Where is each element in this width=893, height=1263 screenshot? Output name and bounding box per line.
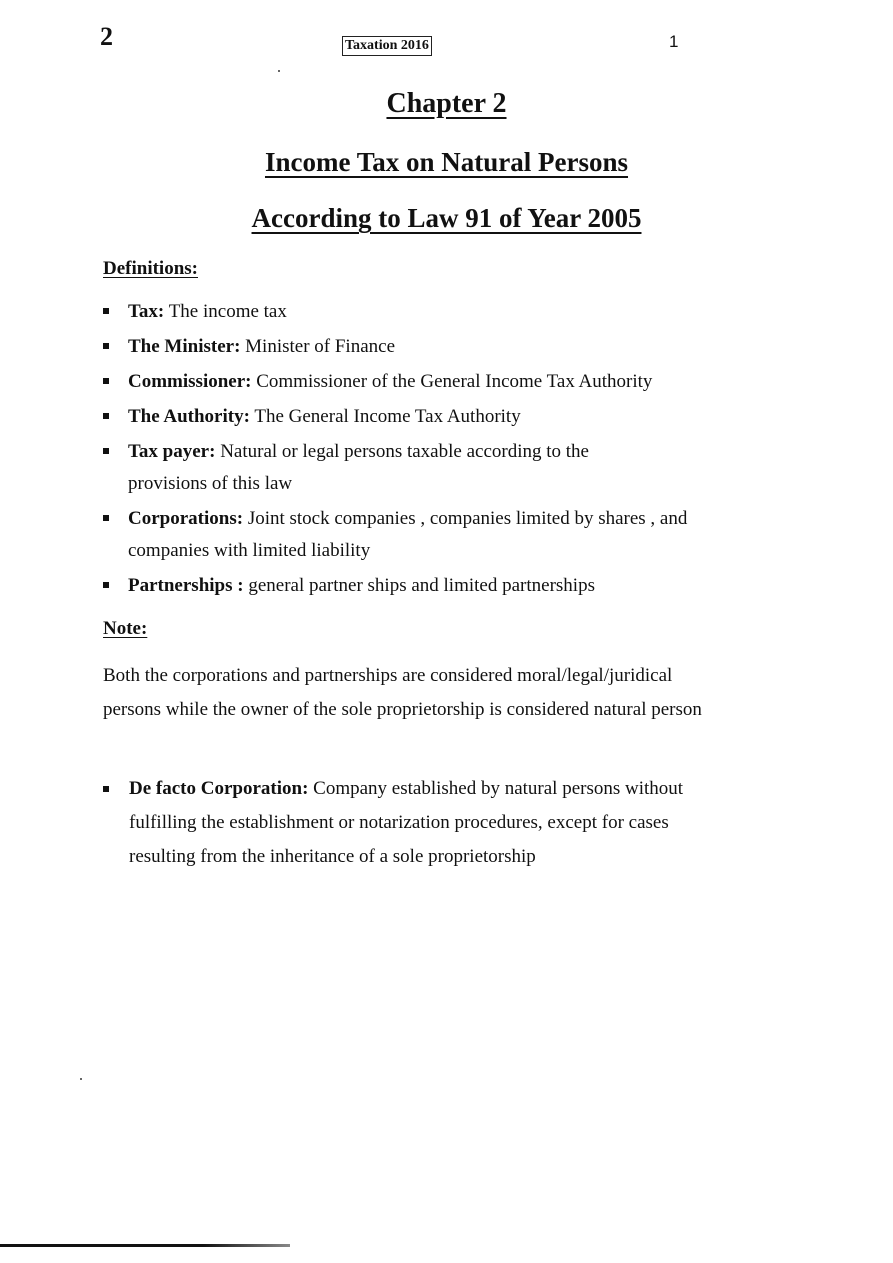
running-title: Taxation 2016: [342, 36, 432, 56]
bullet-icon: [103, 308, 109, 314]
title-heading: Income Tax on Natural Persons: [264, 147, 629, 177]
definitions-list: [103, 296, 703, 605]
definition-text: Commissioner of the General Income Tax Authority: [256, 371, 653, 392]
definition-term: De facto Corporation:: [129, 778, 309, 799]
definition-item: [103, 503, 698, 567]
definition-text: The General Income Tax Authority: [254, 406, 521, 427]
law-heading: According to Law 91 of Year 2005: [251, 203, 642, 233]
definition-text: Natural or legal persons taxable according to the provisions of this law: [128, 441, 589, 494]
definition-term: Commissioner:: [128, 371, 252, 392]
definition-item: [103, 772, 693, 874]
bullet-icon: [103, 378, 109, 384]
note-label: Note:: [103, 618, 148, 639]
definition-item: [103, 436, 628, 500]
bullet-icon: [103, 413, 109, 419]
page-number-left: 2: [100, 22, 113, 51]
scan-speck: [278, 70, 280, 72]
definition-item: [103, 331, 703, 363]
definition-item: [103, 401, 703, 433]
definition-text: Minister of Finance: [245, 336, 396, 357]
bullet-icon: [103, 448, 109, 454]
definition-item: [103, 366, 708, 398]
chapter-heading: Chapter 2: [386, 88, 507, 119]
definition-term: Tax:: [128, 301, 165, 322]
definition-text: The income tax: [168, 301, 287, 322]
definition-term: The Authority:: [128, 406, 250, 427]
definition-term: The Minister:: [128, 336, 241, 357]
definition-term: Corporations:: [128, 508, 244, 529]
definition-item: [103, 570, 703, 602]
definitions-label: Definitions:: [103, 258, 198, 279]
scan-speck: [80, 1078, 82, 1080]
bullet-icon: [103, 515, 109, 521]
bottom-rule: [0, 1244, 290, 1247]
definition-term: Tax payer:: [128, 441, 216, 462]
definition-item: [103, 296, 703, 328]
bullet-icon: [103, 582, 109, 588]
definition-term: Partnerships :: [128, 575, 244, 596]
page-number-right: 1: [669, 32, 679, 51]
de-facto-list: [103, 772, 693, 874]
bullet-icon: [103, 786, 109, 792]
definition-text: Joint stock companies , companies limited by shares , and companies with limited liability: [128, 508, 688, 561]
definition-text: Company established by natural persons without fulfilling the establishment or notarization procedures, except for cases resulting from the inheritance of a sole proprietorship: [129, 778, 684, 867]
note-paragraph: Both the corporations and partnerships are considered moral/legal/juridical persons while the owner of the sole proprietorship is considered natural person: [103, 665, 702, 720]
definition-text: general partner ships and limited partnerships: [248, 575, 595, 596]
bullet-icon: [103, 343, 109, 349]
